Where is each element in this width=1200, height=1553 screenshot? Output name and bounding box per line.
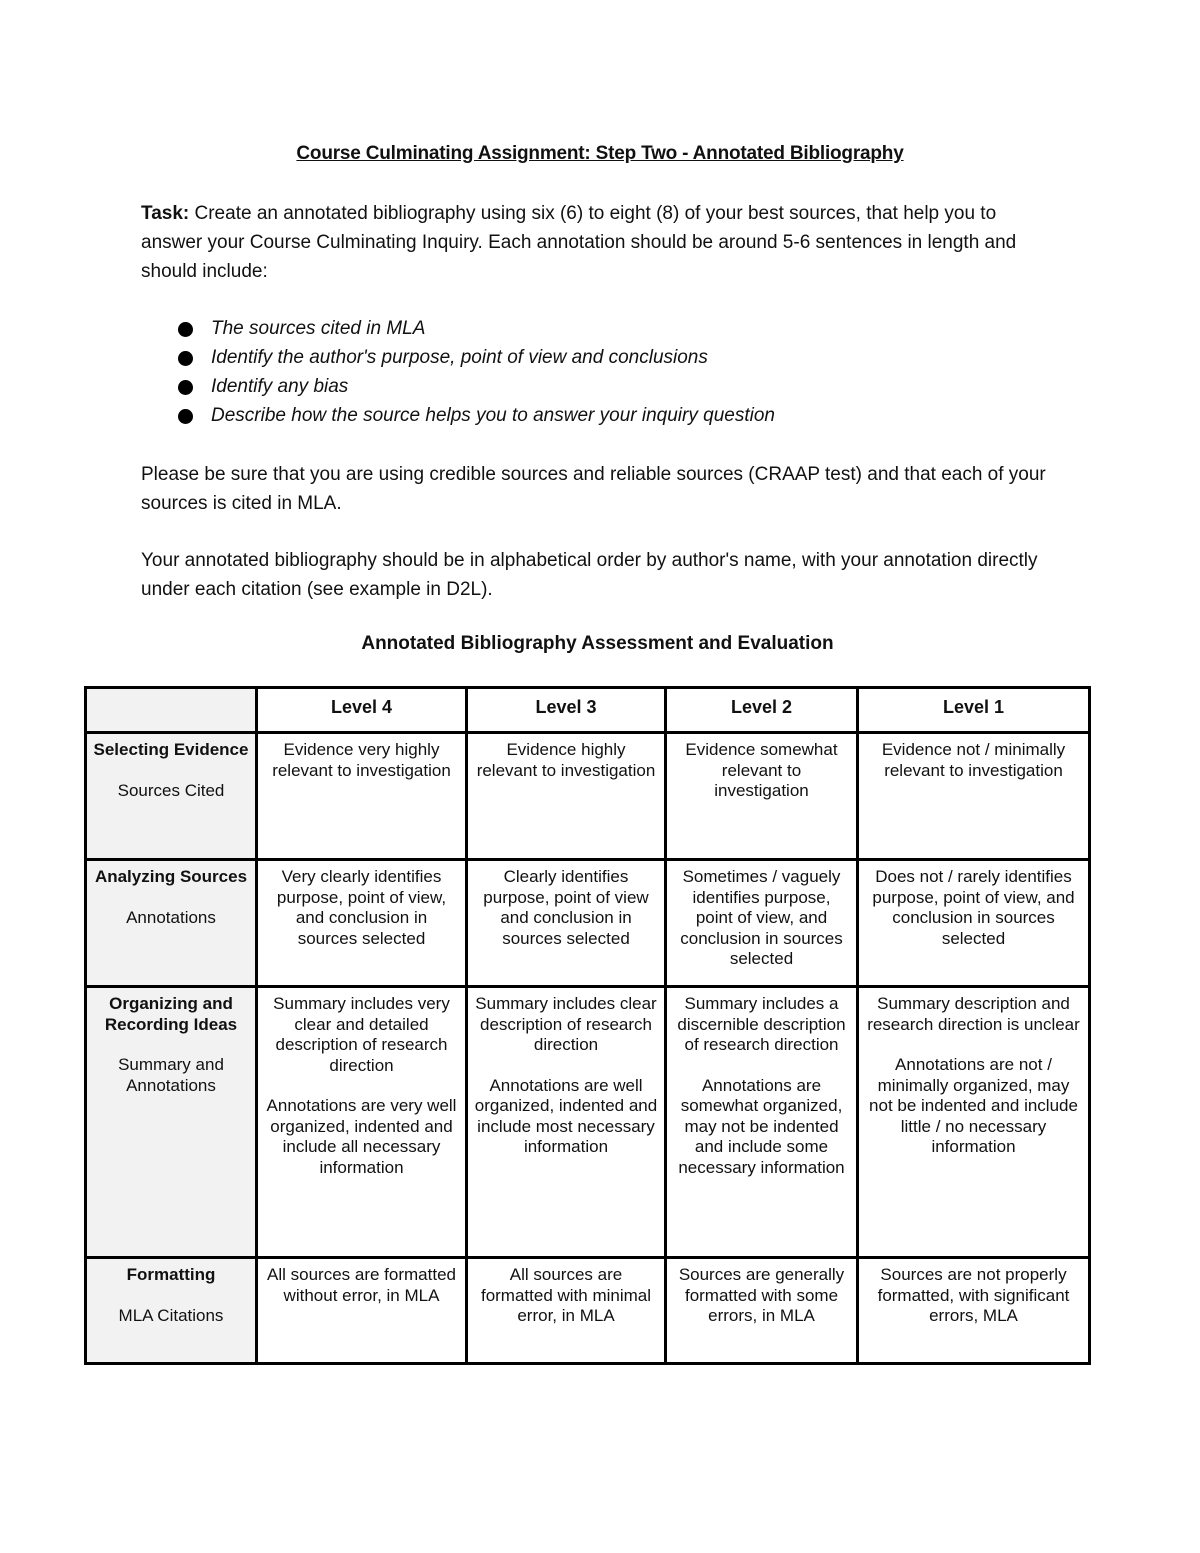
criterion-subtitle: Annotations [126, 907, 216, 927]
table-row [86, 1258, 1090, 1364]
table-cell [257, 860, 467, 987]
cell-text: All sources are formatted without error, in MLA [267, 1265, 456, 1305]
cell-text: Evidence somewhat relevant to investigation [685, 740, 838, 800]
list-item [176, 314, 775, 343]
table-cell [467, 733, 666, 860]
cell-text: All sources are formatted with minimal error, in MLA [480, 1265, 652, 1325]
cell-text: Annotations are somewhat organized, may not be indented and include some necessary information [678, 1075, 845, 1177]
table-row [86, 987, 1090, 1258]
level-1-header: Level 1 [858, 688, 1090, 733]
task-label: Task: [141, 203, 190, 224]
criterion-subtitle: MLA Citations [118, 1305, 224, 1325]
table-cell [467, 1258, 666, 1364]
table-cell [467, 860, 666, 987]
list-item [176, 372, 775, 401]
list-item [176, 343, 775, 372]
criterion-subtitle: Sources Cited [117, 780, 225, 800]
criterion-name: Analyzing Sources [94, 867, 248, 886]
list-item-text: Describe how the source helps you to answer your inquiry question [211, 405, 775, 426]
list-item-text: Identify the author's purpose, point of view and conclusions [211, 347, 708, 368]
criterion-name: Formatting [126, 1265, 216, 1284]
sources-paragraph: Please be sure that you are using credible sources and reliable sources (CRAAP test) and that each of your sources is cited in MLA. [141, 464, 1046, 514]
criterion-cell [86, 860, 257, 987]
cell-text: Evidence very highly relevant to investigation [272, 740, 451, 780]
task-text: Create an annotated bibliography using six (6) to eight (8) of your best sources, that help you to answer your Course Culminating Inquiry. Each annotation should be around 5-6 sentences in length and should include: [141, 203, 1017, 282]
table-cell [257, 1258, 467, 1364]
list-item-text: Identify any bias [211, 376, 349, 397]
order-paragraph: Your annotated bibliography should be in alphabetical order by author's name, with your annotation directly under each citation (see example in D2L). [141, 550, 1038, 600]
cell-text: Sources are generally formatted with some errors, in MLA [678, 1265, 845, 1325]
criterion-subtitle: Summary and Annotations [118, 1055, 224, 1095]
table-cell [666, 987, 858, 1258]
cell-text: Summary includes very clear and detailed description of research direction [273, 994, 450, 1075]
cell-text: Summary includes a discernible description of research direction [677, 994, 846, 1054]
task-paragraph [141, 199, 1061, 286]
level-3-header: Level 3 [467, 688, 666, 733]
rubric-header-row [86, 688, 1090, 733]
table-cell [666, 1258, 858, 1364]
table-cell [666, 860, 858, 987]
criterion-name: Selecting Evidence [93, 740, 249, 759]
requirements-list [176, 314, 775, 430]
list-item-text: The sources cited in MLA [211, 318, 426, 339]
table-cell [467, 987, 666, 1258]
bullet-icon [178, 409, 193, 424]
bullet-icon [178, 351, 193, 366]
table-cell [858, 733, 1090, 860]
cell-text: Summary includes clear description of research direction [475, 994, 657, 1054]
document-title: Course Culminating Assignment: Step Two - Annotated Bibliography [296, 143, 904, 164]
cell-text: Annotations are very well organized, indented and include all necessary information [266, 1096, 457, 1177]
level-2-header: Level 2 [666, 688, 858, 733]
table-row [86, 860, 1090, 987]
cell-text: Clearly identifies purpose, point of view and conclusion in sources selected [483, 867, 649, 948]
cell-text: Sources are not properly formatted, with significant errors, MLA [877, 1265, 1070, 1325]
cell-text: Very clearly identifies purpose, point of view, and conclusion in sources selected [276, 867, 447, 948]
cell-text: Evidence not / minimally relevant to investigation [881, 740, 1066, 780]
table-cell [858, 1258, 1090, 1364]
criterion-cell [86, 987, 257, 1258]
cell-text: Summary description and research direction is unclear [867, 994, 1080, 1034]
rubric-table [84, 686, 1091, 1365]
rubric-corner-cell [86, 688, 257, 733]
criterion-cell [86, 1258, 257, 1364]
list-item [176, 401, 775, 430]
table-cell [257, 987, 467, 1258]
criterion-cell [86, 733, 257, 860]
table-row [86, 733, 1090, 860]
cell-text: Does not / rarely identifies purpose, point of view, and conclusion in sources selected [872, 867, 1075, 948]
bullet-icon [178, 322, 193, 337]
cell-text: Annotations are not / minimally organized, may not be indented and include little / no necessary information [869, 1055, 1078, 1156]
table-cell [257, 733, 467, 860]
cell-text: Sometimes / vaguely identifies purpose, point of view, and conclusion in sources selected [680, 867, 843, 968]
table-cell [858, 987, 1090, 1258]
bullet-icon [178, 380, 193, 395]
table-cell [858, 860, 1090, 987]
table-cell [666, 733, 858, 860]
cell-text: Evidence highly relevant to investigation [476, 740, 656, 780]
level-4-header: Level 4 [257, 688, 467, 733]
cell-text: Annotations are well organized, indented and include most necessary information [474, 1075, 658, 1156]
rubric-title: Annotated Bibliography Assessment and Evaluation [361, 633, 834, 654]
criterion-name: Organizing and Recording Ideas [104, 994, 238, 1034]
